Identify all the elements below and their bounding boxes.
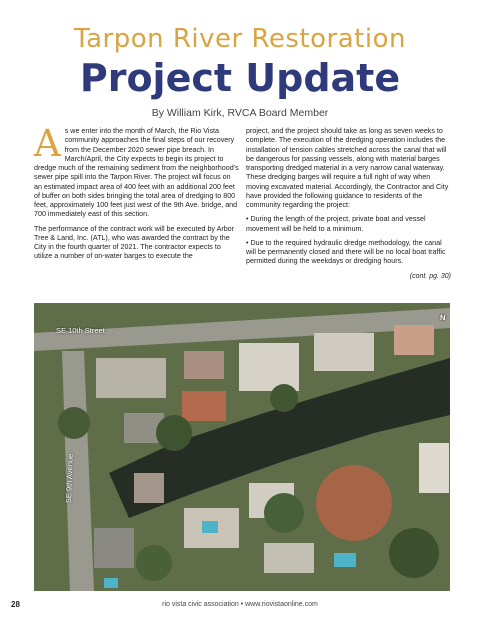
street-label-top: SE 10th Street	[56, 326, 105, 335]
article-paragraph: project, and the project should take as long as seven weeks to complete. The execution of the dredging operation includes the installation of tension cables stretched across the canal that will be dangerous for passing vessels, along with material barges transporting dredged material in a very narrow canal waterway. These dredging barges will require a full right of way when moving excavated material. Accordingly, the Contractor and City have provided the following guidance to residents of the community regarding the project:	[246, 127, 449, 209]
article-paragraph: As we enter into the month of March, the Rio Vista community approaches the final steps of our recovery from the December 2020 sewer pipe breach. In March/April, the City expects to begin its project to dredge much of the remaining sediment from the neighborhood’s sewer pipe spill into the Tarpon River. The project will focus on an estimated impact area of 400 feet with an additional 200 feet of buffer on both sides bringing the total area of dredging to 800 feet, approximately 100 feet just west of the 9th Ave. bridge, and 700 immediately east of this section.	[34, 122, 239, 219]
bullet-item: • Due to the required hydraulic dredge methodology, the canal will be permanently closed and there will be no local boat traffic permitted during the weekdays or dredging hours.	[246, 238, 446, 266]
article-paragraph: The performance of the contract work will be executed by Arbor Tree & Land, Inc. (ATL), who was awarded the contract by the City in the fourth quarter of 2021. The contractor expects to utilize a number of on-water barges to execute the	[34, 224, 235, 261]
north-arrow: N	[440, 313, 446, 322]
street-label-side: SE 9th Avenue	[64, 453, 75, 504]
page-number: 28	[11, 600, 20, 609]
article-column-left	[34, 122, 239, 267]
article-headline: Project Update	[79, 56, 401, 100]
footer-text: rio vista civic association • www.riovistaonline.com	[162, 601, 318, 608]
aerial-photo	[34, 303, 450, 591]
drop-cap: A	[34, 122, 61, 165]
article-column-right	[246, 127, 451, 286]
article-byline: By William Kirk, RVCA Board Member	[151, 107, 329, 119]
aerial-map-illustration	[34, 303, 450, 591]
continued-note: (cont. pg. 30)	[409, 272, 451, 280]
bullet-item: • During the length of the project, private boat and vessel movement will be held to a minimum.	[246, 215, 426, 233]
article-kicker: Tarpon River Restoration	[74, 24, 406, 54]
